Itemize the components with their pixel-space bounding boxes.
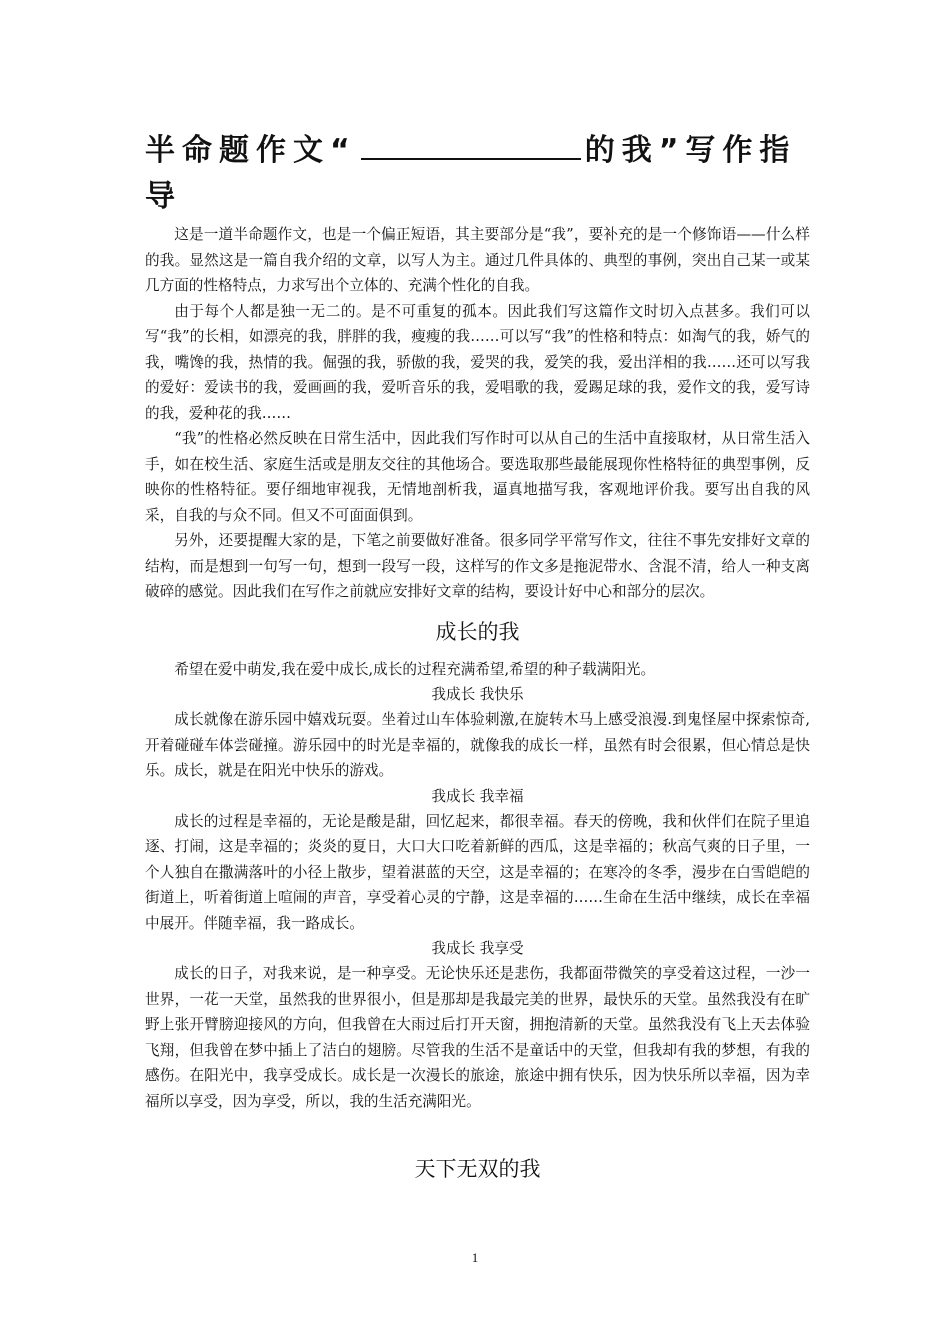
title-part2: 的我”写作指导 [145, 133, 797, 214]
essay-subheading: 我成长 我幸福 [431, 787, 524, 805]
essay-paragraph: 成长的日子，对我来说，是一种享受。无论快乐还是悲伤，我都面带微笑的享受着这过程，一沙一世界，一花一天堂，虽然我的世界很小，但是那却是我最完美的世界，最快乐的天堂。虽然我没有在旷野上张开臂膀迎接风的方向，但我曾在大雨过后打开天窗，拥抱清新的天堂。虽然我没有飞上天去体验飞翔，但我曾在梦中插上了洁白的翅膀。尽管我的生活不是童话中的天堂，但我却有我的梦想，有我的感伤。在阳光中，我享受成长。成长是一次漫长的旅途，旅途中拥有快乐，因为快乐所以幸福，因为幸福所以享受，因为享受，所以，我的生活充满阳光。 [145, 965, 810, 1110]
title-blank-line [361, 132, 581, 160]
intro-paragraph: 由于每个人都是独一无二的。是不可重复的孤本。因此我们写这篇作文时切入点甚多。我们可以写“我”的长相，如漂亮的我，胖胖的我，瘦瘦的我……可以写“我”的性格和特点：如淘气的我，娇气的我，嘴馋的我，热情的我。倔强的我，骄傲的我，爱哭的我，爱笑的我，爱出洋相的我……还可以写我的爱好：爱读书的我，爱画画的我，爱听音乐的我，爱唱歌的我，爱踢足球的我，爱作文的我，爱写诗的我，爱种花的我…… [145, 302, 810, 422]
essay-paragraph: 成长的过程是幸福的，无论是酸是甜，回忆起来，都很幸福。春天的傍晚，我和伙伴们在院子里追逐、打闹，这是幸福的；炎炎的夏日，大口大口吃着新鲜的西瓜，这是幸福的；秋高气爽的日子里，一个人独自在撒满落叶的小径上散步，望着湛蓝的天空，这是幸福的；在寒冷的冬季，漫步在白雪皑皑的街道上，听着街道上喧闹的声音，享受着心灵的宁静，这是幸福的……生命在生活中继续，成长在幸福中展开。伴随幸福，我一路成长。 [145, 812, 810, 932]
essay-title: 天下无双的我 [414, 1157, 541, 1181]
essay-opening: 希望在爱中萌发,我在爱中成长,成长的过程充满希望,希望的种子载满阳光。 [174, 660, 656, 678]
document-title [145, 128, 810, 220]
essay-subheading: 我成长 我享受 [431, 940, 524, 957]
document-page [145, 128, 810, 1194]
intro-paragraph: “我”的性格必然反映在日常生活中，因此我们写作时可以从自己的生活中直接取材，从日常生活入手，如在校生活、家庭生活或是朋友交往的其他场合。要选取那些最能展现你性格特征的典型事例，反映你的性格特征。要仔细地审视我，无情地剖析我，逼真地描写我，客观地评价我。要写出自我的风采，自我的与众不同。但又不可面面俱到。 [145, 430, 810, 524]
essay-subheading: 我成长 我快乐 [431, 686, 524, 703]
title-part1: 半命题作文“ [145, 133, 357, 168]
essay-title: 成长的我 [435, 619, 520, 644]
intro-paragraph: 这是一道半命题作文，也是一个偏正短语，其主要部分是“我”，要补充的是一个修饰语——什么样的我。显然这是一篇自我介绍的文章，以写人为主。通过几件具体的、典型的事例，突出自己某一或某几方面的性格特点，力求写出个立体的、充满个性化的自我。 [145, 226, 810, 294]
page-number: 1 [471, 1250, 479, 1265]
intro-paragraph: 另外，还要提醒大家的是，下笔之前要做好准备。很多同学平常写作文，往往不事先安排好文章的结构，而是想到一句写一句，想到一段写一段，这样写的作文多是拖泥带水、含混不清，给人一种支离破碎的感觉。因此我们在写作之前就应安排好文章的结构，要设计好中心和部分的层次。 [145, 532, 810, 600]
essay-paragraph: 成长就像在游乐园中嬉戏玩耍。坐着过山车体验刺激,在旋转木马上感受浪漫.到鬼怪屋中探索惊奇,开着碰碰车体尝碰撞。游乐园中的时光是幸福的，就像我的成长一样，虽然有时会很累，但心情总是快乐。成长，就是在阳光中快乐的游戏。 [145, 711, 810, 779]
